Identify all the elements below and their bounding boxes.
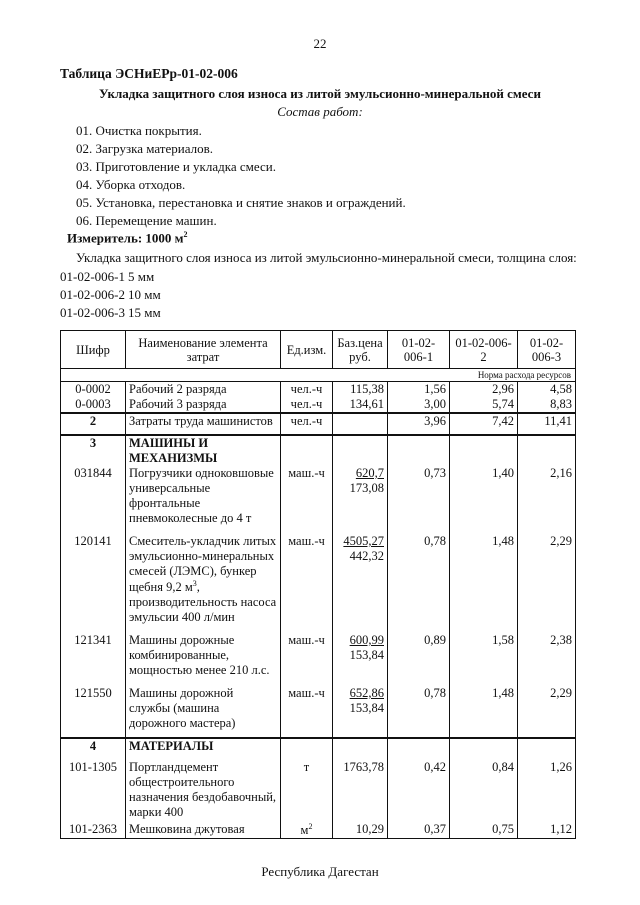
cell-v3: 8,83 (518, 397, 576, 413)
price-secondary: 173,08 (349, 481, 384, 495)
sub-header-blank (61, 369, 388, 382)
cell-unit: т (281, 760, 333, 822)
cell-v2: 1,48 (450, 686, 518, 738)
cell-blank (450, 435, 518, 466)
price-main: 620,7 (355, 466, 384, 480)
cell-blank (388, 738, 450, 760)
section-row (61, 435, 576, 466)
table-row (61, 382, 576, 398)
header-price: Баз.цена руб. (333, 331, 388, 369)
name-part: , производительность насоса эмульсии 400 л/мин (129, 580, 277, 625)
cell-name: Мешковина джутовая (126, 822, 281, 839)
cell-v3: 2,29 (518, 534, 576, 633)
section-title: МАТЕРИАЛЫ (126, 738, 281, 760)
cell-v1: 0,37 (388, 822, 450, 839)
cell-code: 121550 (61, 686, 126, 738)
cell-v3: 2,29 (518, 686, 576, 738)
price-main: 652,86 (349, 686, 384, 701)
cell-price: 10,29 (333, 822, 388, 839)
price-secondary: 153,84 (349, 648, 384, 663)
cell-unit: чел.-ч (281, 397, 333, 413)
table-subtitle: Укладка защитного слоя износа из литой эмульсионно-минеральной смеси (99, 86, 541, 101)
cell-blank (281, 435, 333, 466)
cell-v3: 11,41 (518, 413, 576, 435)
table-row (61, 534, 576, 633)
cell-v2: 7,42 (450, 413, 518, 435)
page-footer: Республика Дагестан (261, 864, 379, 879)
table-row (61, 760, 576, 822)
cell-price (333, 534, 388, 633)
cell-unit: чел.-ч (281, 413, 333, 435)
cell-price: 115,38 (333, 382, 388, 398)
cell-unit: маш.-ч (281, 466, 333, 534)
cell-name: Портландцемент общестроительного назначения бездобавочный, марки 400 (126, 760, 281, 822)
cell-v3: 4,58 (518, 382, 576, 398)
norm-label: Норма расхода ресурсов (388, 369, 576, 382)
header-variant-2: 01-02-006-2 (450, 331, 518, 369)
cell-blank (388, 435, 450, 466)
header-name: Наименование элемента затрат (126, 331, 281, 369)
header-unit: Ед.изм. (281, 331, 333, 369)
work-item: 05. Установка, перестановка и снятие знаков и ограждений. (76, 195, 406, 210)
cell-code: 101-2363 (61, 822, 126, 839)
work-item: 02. Загрузка материалов. (76, 141, 213, 156)
work-item: 04. Уборка отходов. (76, 177, 186, 192)
norms-table (60, 330, 576, 839)
page-number: 22 (313, 36, 327, 51)
variant-code: 01-02-006-3 (60, 305, 125, 320)
cell-code: 120141 (61, 534, 126, 633)
cell-blank (281, 738, 333, 760)
cell-code: 4 (61, 738, 126, 760)
cell-v3: 1,26 (518, 760, 576, 822)
header-variant-1: 01-02-006-1 (388, 331, 450, 369)
measure-label: Измеритель: 1000 м (67, 230, 184, 246)
cell-code: 0-0002 (61, 382, 126, 398)
cell-unit: маш.-ч (281, 686, 333, 738)
cell-code: 3 (61, 435, 126, 466)
cell-v3: 2,16 (518, 466, 576, 534)
cell-v1: 3,96 (388, 413, 450, 435)
cell-v1: 0,78 (388, 534, 450, 633)
cell-blank (518, 738, 576, 760)
variant-code: 01-02-006-1 (60, 269, 125, 284)
table-row (61, 822, 576, 839)
work-item: 06. Перемещение машин. (76, 213, 217, 228)
cell-name (126, 534, 281, 633)
cell-v2: 5,74 (450, 397, 518, 413)
cell-name: Затраты труда машинистов (126, 413, 281, 435)
description: Укладка защитного слоя износа из литой эмульсионно-минеральной смеси, толщина слоя: (76, 250, 577, 265)
cell-price: 1763,78 (333, 760, 388, 822)
variant-value: 5 мм (128, 269, 155, 284)
cell-v2: 0,75 (450, 822, 518, 839)
name-part: Смеситель-укладчик литых эмульсионно-минеральных смесей (ЛЭМС), бункер щебня 9,2 м (129, 534, 277, 595)
cell-unit: маш.-ч (281, 534, 333, 633)
cell-v2: 0,84 (450, 760, 518, 822)
header-code: Шифр (61, 331, 126, 369)
name-sup: 3 (192, 579, 197, 588)
variant-item (60, 304, 161, 322)
cell-price: 134,61 (333, 397, 388, 413)
cell-name: Машины дорожные комбинированные, мощностью менее 210 л.с. (126, 633, 281, 686)
cell-price (333, 686, 388, 738)
cell-name: Рабочий 2 разряда (126, 382, 281, 398)
work-item: 03. Приготовление и укладка смеси. (76, 159, 276, 174)
cell-blank (333, 738, 388, 760)
cell-unit (281, 822, 333, 839)
cell-v1: 0,42 (388, 760, 450, 822)
cell-v1: 0,73 (388, 466, 450, 534)
section-title: МАШИНЫ И МЕХАНИЗМЫ (126, 435, 281, 466)
table-row (61, 413, 576, 435)
variant-item (60, 286, 161, 304)
unit-text: м (300, 823, 309, 838)
header-variant-3: 01-02-006-3 (518, 331, 576, 369)
cell-price (333, 633, 388, 686)
cell-code: 101-1305 (61, 760, 126, 822)
measure-unit (67, 230, 188, 246)
table-row (61, 686, 576, 738)
cell-code: 121341 (61, 633, 126, 686)
variant-value: 15 мм (128, 305, 161, 320)
cell-name: Машины дорожной службы (машина дорожного мастера) (126, 686, 281, 738)
cell-v3: 1,12 (518, 822, 576, 839)
work-list (76, 122, 406, 230)
variants-list (60, 268, 161, 322)
variant-value: 10 мм (128, 287, 161, 302)
cell-code: 0-0003 (61, 397, 126, 413)
cell-blank (450, 738, 518, 760)
cell-unit: маш.-ч (281, 633, 333, 686)
cell-v2: 1,40 (450, 466, 518, 534)
table-row (61, 397, 576, 413)
price-main: 4505,27 (343, 534, 384, 548)
table-title: Таблица ЭСНиЕРр-01-02-006 (60, 66, 238, 81)
unit-sup: 2 (308, 822, 313, 832)
price-secondary: 153,84 (349, 701, 384, 716)
variant-item (60, 268, 161, 286)
cell-price (333, 413, 388, 435)
cell-v1: 3,00 (388, 397, 450, 413)
table-row (61, 633, 576, 686)
table-row (61, 466, 576, 534)
cell-price (333, 466, 388, 534)
cell-v2: 2,96 (450, 382, 518, 398)
measure-sup: 2 (183, 230, 188, 239)
composition-label: Состав работ: (277, 104, 363, 119)
cell-code: 2 (61, 413, 126, 435)
cell-v1: 0,78 (388, 686, 450, 738)
cell-v1: 0,89 (388, 633, 450, 686)
cell-blank (518, 435, 576, 466)
cell-blank (333, 435, 388, 466)
section-row (61, 738, 576, 760)
work-item: 01. Очистка покрытия. (76, 123, 202, 138)
cell-v2: 1,58 (450, 633, 518, 686)
price-main: 600,99 (349, 633, 384, 648)
cell-v3: 2,38 (518, 633, 576, 686)
cell-v2: 1,48 (450, 534, 518, 633)
cell-unit: чел.-ч (281, 382, 333, 398)
cell-v1: 1,56 (388, 382, 450, 398)
variant-code: 01-02-006-2 (60, 287, 125, 302)
price-secondary: 442,32 (349, 549, 384, 563)
cell-name: Рабочий 3 разряда (126, 397, 281, 413)
cell-name: Погрузчики одноковшовые универсальные фронтальные пневмоколесные до 4 т (126, 466, 281, 534)
cell-code: 031844 (61, 466, 126, 534)
